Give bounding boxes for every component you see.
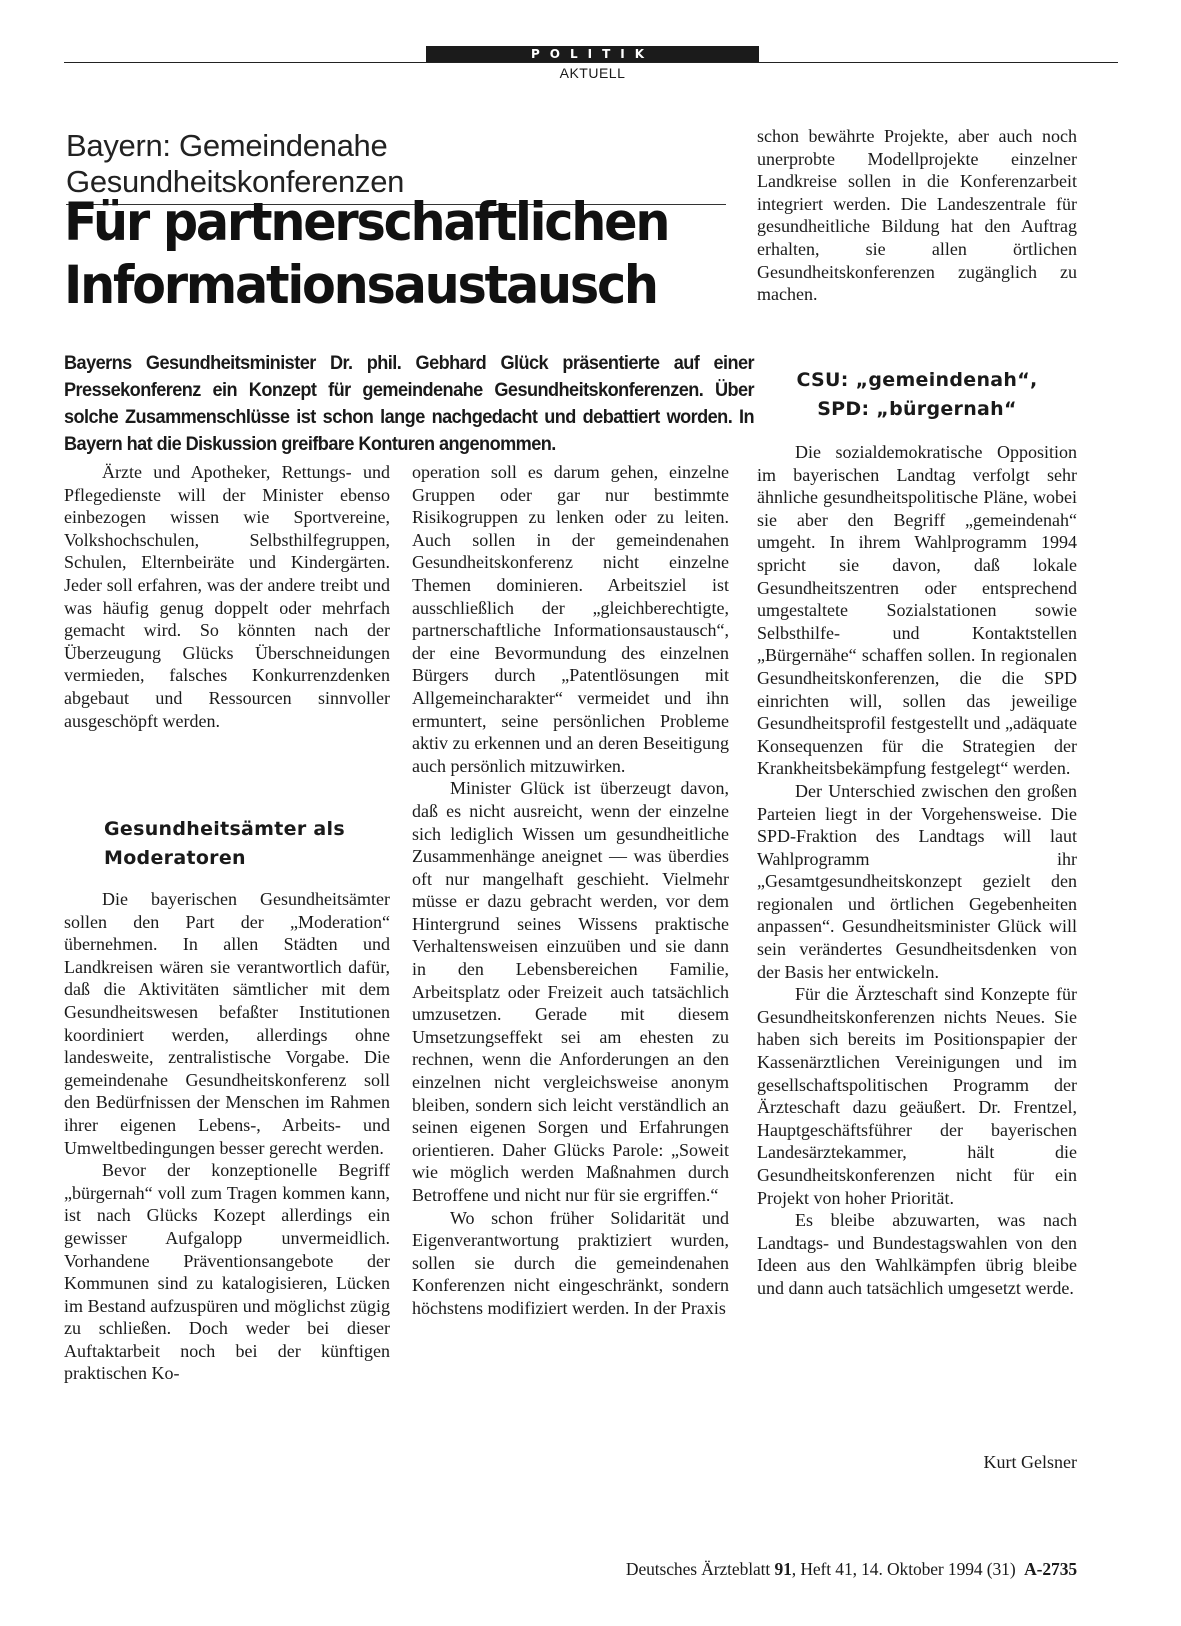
- header-rule: [64, 62, 1118, 63]
- paragraph: Ärzte und Apotheker, Rettungs- und Pflegedienste will der Minister ebenso einbezogen wissen wie Sportvereine, Volkshochschulen, Selbsthilfegruppen, Schulen, Elternbeiräte und Kindergärten. Jeder soll erfahren, was der andere treibt und was häufig genug doppelt oder mehrfach gemacht wird. So könnten nach der Überzeugung Glücks Überschneidungen vermieden, falsches Konkurrenzdenken abgebaut und Ressourcen sinnvoller ausgeschöpft werden.: [64, 462, 390, 731]
- headline-line-2: Informationsaustausch: [64, 255, 657, 316]
- column-1-continued: [64, 888, 390, 1385]
- subheading-line-2: SPD: „bürgernah“: [817, 398, 1017, 420]
- page-footer: [420, 1559, 1077, 1580]
- paragraph: Es bleibe abzuwarten, was nach Landtags- und Bundestagswahlen von den Ideen aus den Wahlkämpfen übrig bleibe und dann auch tatsächlich umgesetzt werde.: [757, 1210, 1077, 1298]
- paragraph: Die sozialdemokratische Opposition im bayerischen Landtag verfolgt sehr ähnliche gesundheitspolitische Pläne, wobei sie aber den Begriff „gemeindenah“ umgeht. In ihrem Wahlprogramm 1994 spricht sie davon, daß lokale Gesundheitszentren oder entsprechend umgestaltete Sozialstationen sowie Selbsthilfe- und Kontaktstellen „Bürgernähe“ schaffen sollen. In regionalen Gesundheitskonferenzen, die die SPD einrichten will, sollen das jeweilige Gesundheitsprofil festgestellt und „adäquate Konsequenzen für die Strategien der Krankheitsbekämpfung festgelegt“ werden.: [757, 442, 1077, 779]
- paragraph: Für die Ärzteschaft sind Konzepte für Gesundheitskonferenzen nichts Neues. Sie haben sich bereits im Positionspapier der Kassenärztlichen Vereinigungen und im gesellschaftspolitischen Programm der Ärzteschaft dazu geäußert. Dr. Frentzel, Hauptgeschäftsführer der bayerischen Landesärztekammer, hält die Gesundheitskonferenzen nicht für ein Projekt von hoher Priorität.: [757, 984, 1077, 1208]
- paragraph: operation soll es darum gehen, einzelne Gruppen oder gar nur bestimmte Risikogruppen zu lenken oder zu leiten. Auch sollen in der gemeindenahen Gesundheitskonferenz nicht einzelne Themen dominieren. Arbeitsziel ist ausschließlich der „gleichberechtigte, partnerschaftliche Informationsaustausch“, der eine Bevormundung des einzelnen Bürgers durch „Patentlösungen mit Allgemeincharakter“ vermeidet und ihn ermuntert, seine persönlichen Probleme aktiv zu erkennen und an deren Beseitigung auch persönlich mitzuwirken.: [412, 462, 729, 776]
- article-headline: [64, 191, 696, 317]
- article-lead: Bayerns Gesundheitsminister Dr. phil. Gebhard Glück präsentierte auf einer Pressekonferenz ein Konzept für gemeindenahe Gesundheitskonferenzen. Über solche Zusammenschlüsse ist schon lange nachgedacht und debattiert worden. In Bayern hat die Diskussion greifbare Konturen angenommen.: [64, 352, 755, 455]
- article-kicker: Bayern: Gemeindenahe Gesundheitskonferenzen: [66, 128, 726, 205]
- paragraph: Der Unterschied zwischen den großen Parteien liegt in der Vorgehensweise. Die SPD-Fraktion des Landtags will laut Wahlprogramm ihr „Gesamtgesundheitskonzept gezielt den regionalen und örtlichen Gegebenheiten anpassen“. Gesundheitsminister Glück will sein verändertes Gesundheitsdenken von der Basis her entwickeln.: [757, 780, 1077, 982]
- subheading-moderatoren: Gesundheitsämter als Moderatoren: [104, 818, 345, 869]
- section-subtitle: AKTUELL: [559, 65, 626, 81]
- paragraph: Bevor der konzeptionelle Begriff „bürgernah“ voll zum Tragen kommen kann, ist nach Glücks Kozept allerdings ein gewisser Aufgalopp unvermeidlich. Vorhandene Präventionsangebote der Kommunen sind zu katalogisieren, Lücken im Bestand aufzuspüren und möglichst zügig zu schließen. Doch weder bei dieser Auftaktarbeit noch bei der künftigen praktischen Ko-: [64, 1160, 390, 1384]
- subheading-csu-spd: [757, 366, 1077, 424]
- subheading-line-1: CSU: „gemeindenah“,: [796, 369, 1038, 391]
- column-3-continued: [757, 441, 1077, 1300]
- journal-volume: 91: [774, 1559, 792, 1579]
- paragraph: Wo schon früher Solidarität und Eigenverantwortung praktiziert wurden, sollen sie durch die gemeindenahen Konferenzen nicht eingeschränkt, sondern höchstens modifiziert werden. In der Praxis: [412, 1207, 729, 1318]
- column-1: [64, 461, 390, 732]
- column-2: [412, 461, 729, 1320]
- page-number: A-2735: [1024, 1559, 1077, 1579]
- journal-name: Deutsches Ärzteblatt: [625, 1559, 771, 1579]
- paragraph: Die bayerischen Gesundheitsämter sollen den Part der „Moderation“ übernehmen. In allen Städten und Landkreisen wären sie verantwortlich dafür, daß die Aktivitäten sämtlicher mit dem Gesundheitswesen befaßter Institutionen koordiniert werden, allerdings ohne landesweite, zentralistische Vorgabe. Die gemeindenahe Gesundheitskonferenz soll den Bedürfnissen der Menschen im Rahmen ihrer eigenen Lebens-, Arbeits- und Umweltbedingungen besser gerecht werden.: [64, 889, 390, 1158]
- headline-line-1: Für partnerschaftlichen: [64, 192, 669, 253]
- paragraph: schon bewährte Projekte, aber auch noch unerprobte Modellprojekte einzelner Landkreise sollen in die Konferenzarbeit integriert werden. Die Landeszentrale für gesundheitliche Bildung hat den Auftrag erhalten, sie allen örtlichen Gesundheitskonferenzen zugänglich zu machen.: [757, 126, 1077, 305]
- issue-date: , Heft 41, 14. Oktober 1994 (31): [791, 1559, 1016, 1579]
- paragraph: Minister Glück ist überzeugt davon, daß es nicht ausreicht, wenn der einzelne sich lediglich Wissen um gesundheitliche Zusammenhänge aneignet — was überdies oft nur mangelhaft geschieht. Vielmehr müsse er dazu gebracht werden, vor dem Hintergrund seines Wissens praktische Verhaltensweisen einzuüben und sie dann in den Lebensbereichen Familie, Arbeitsplatz oder Freizeit auch tatsächlich umzusetzen. Gerade mit diesem Umsetzungseffekt sei am ehesten zu rechnen, wenn die Anforderungen an den einzelnen nicht vergleichsweise anonym bleiben, sondern sich leicht verständlich an seinen eigenen Sorgen und Erfahrungen orientieren. Daher Glücks Parole: „Soweit wie möglich werden Maßnahmen durch Betroffene und nicht nur für sie ergriffen.“: [412, 778, 729, 1205]
- section-bar: POLITIK: [426, 46, 759, 62]
- author-name: Kurt Gelsner: [983, 1452, 1077, 1472]
- column-3: [757, 125, 1077, 306]
